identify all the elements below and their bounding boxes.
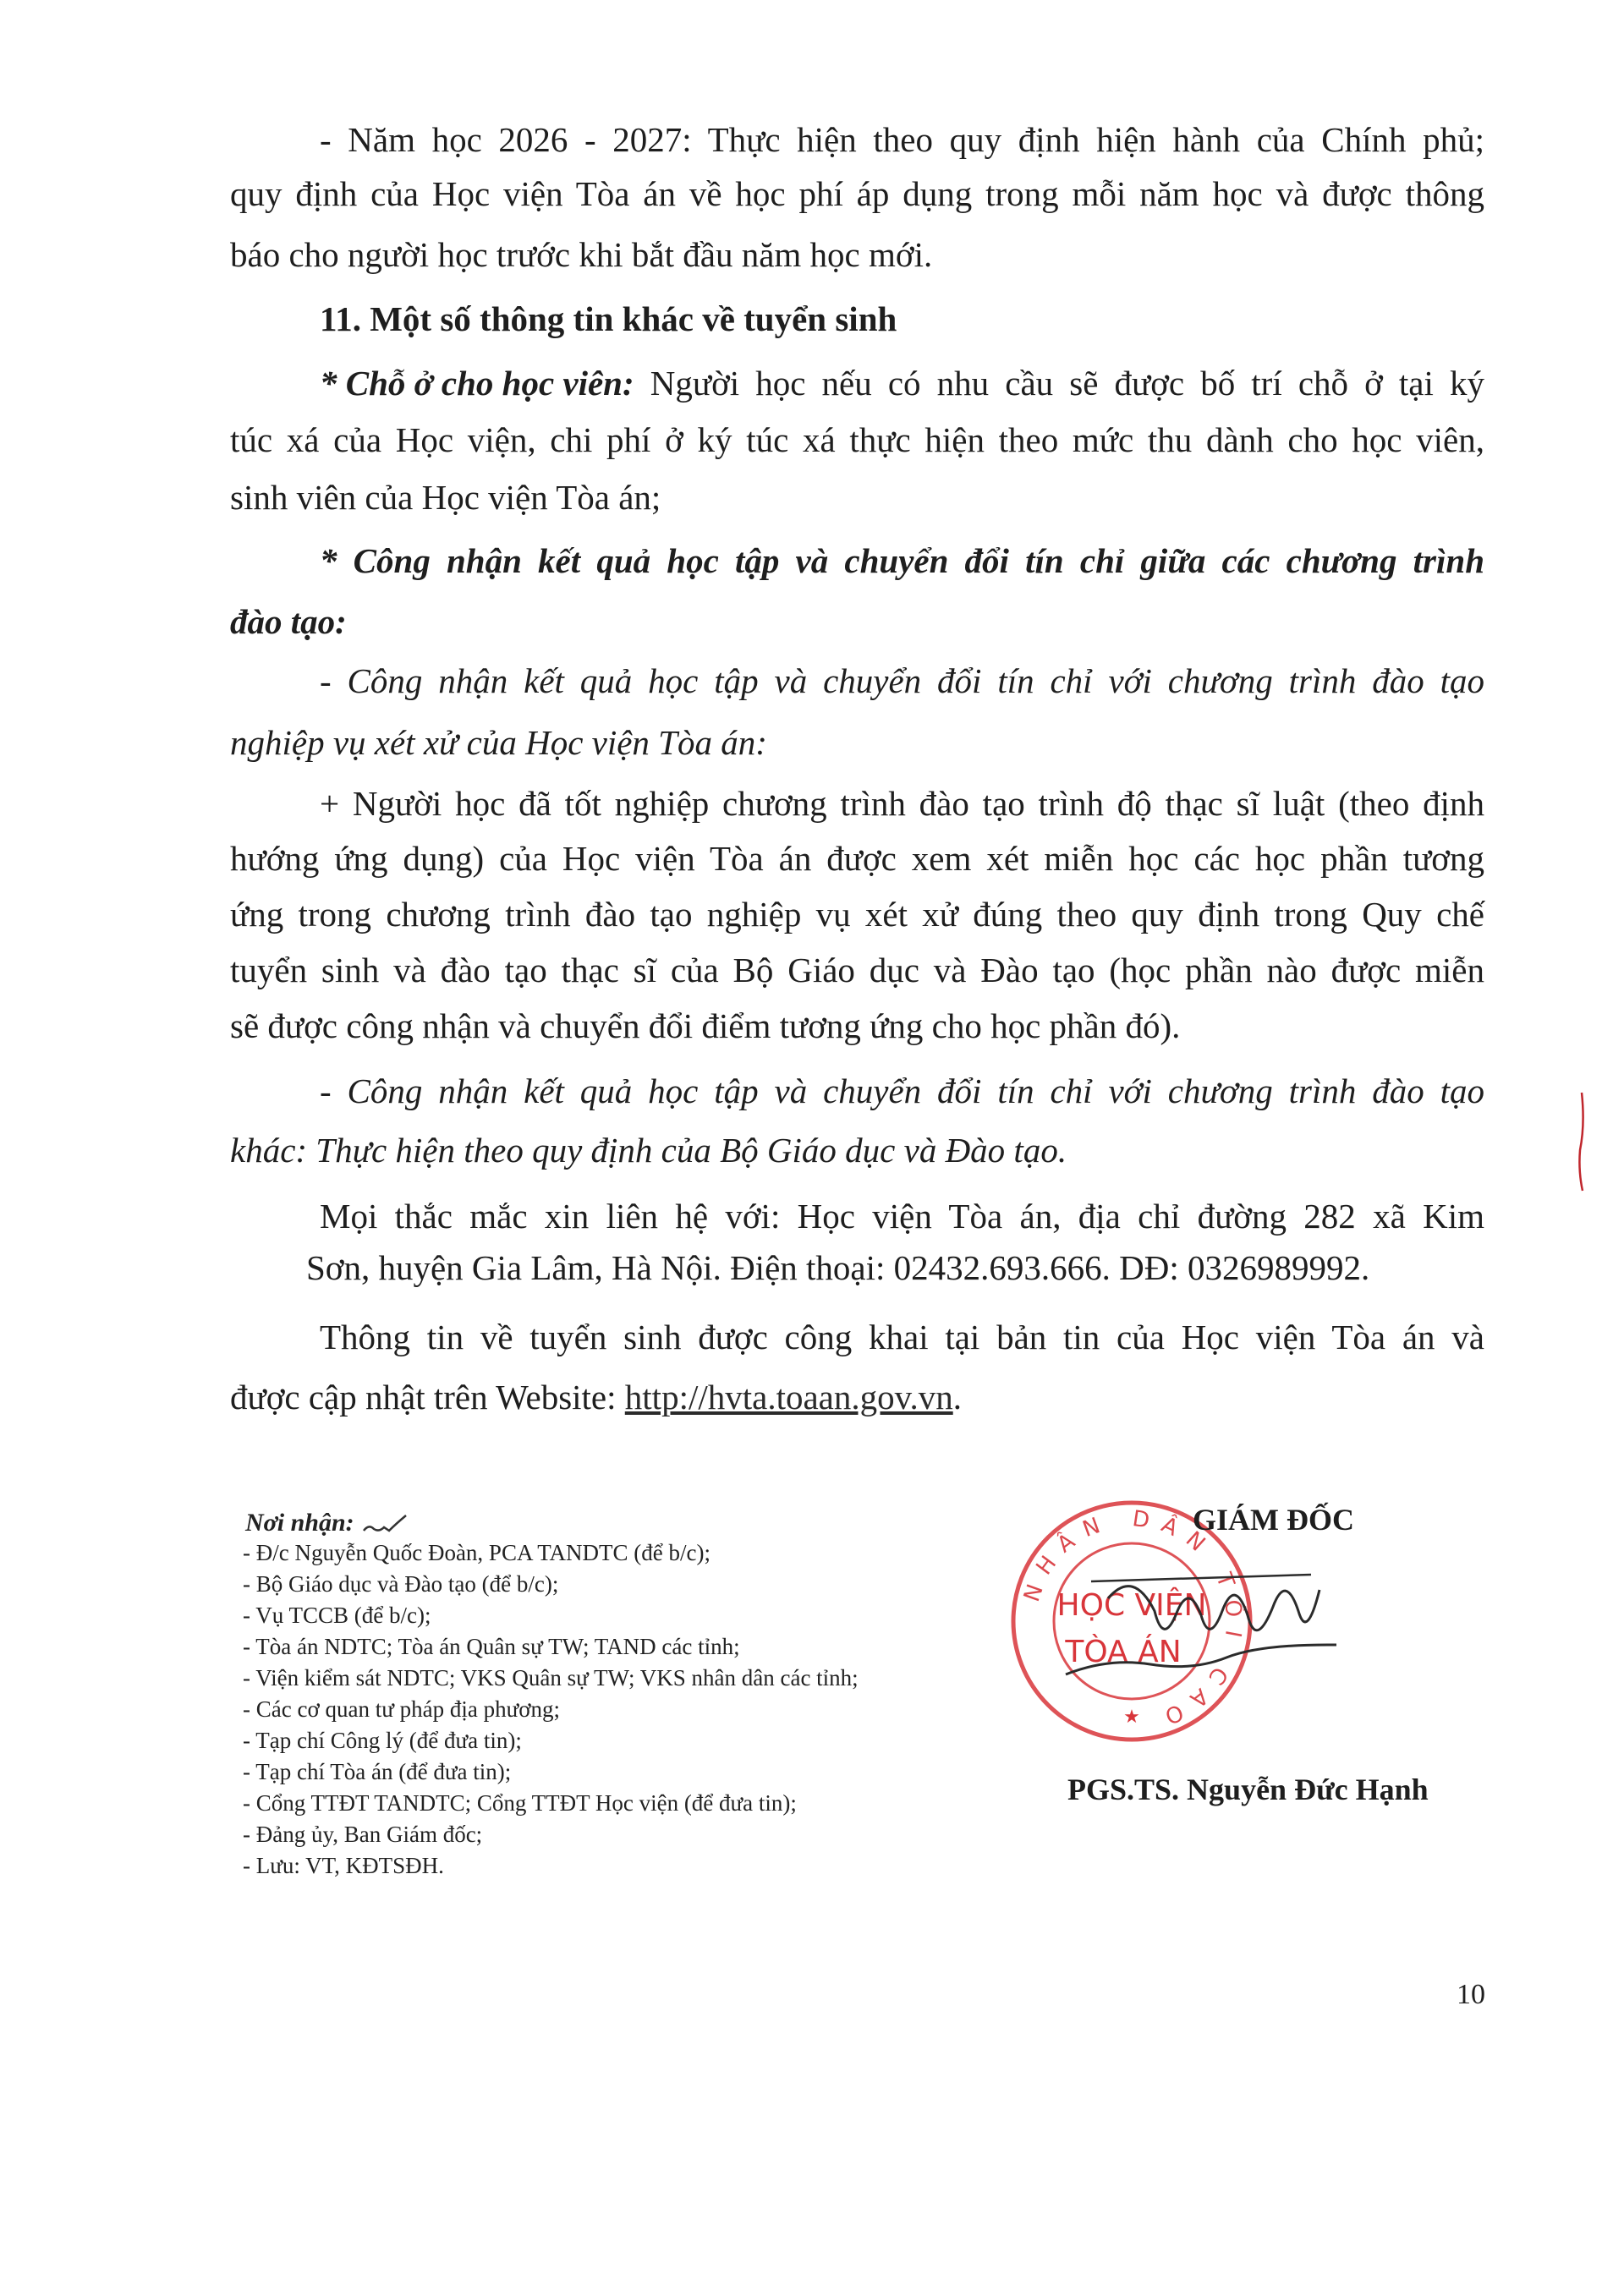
body-line: sẽ được công nhận và chuyển đổi điểm tương ứng cho học phần đó). xyxy=(230,1006,1181,1045)
info-line xyxy=(230,1380,962,1415)
contact-line: Mọi thắc mắc xin liên hệ với: Học viện Tòa án, địa chỉ đường 282 xã Kim xyxy=(320,1197,1484,1236)
recipient-item: - Tòa án NDTC; Tòa án Quân sự TW; TAND các tỉnh; xyxy=(243,1634,740,1659)
info-prefix: được cập nhật trên Website: xyxy=(230,1378,625,1417)
body-line: sinh viên của Học viện Tòa án; xyxy=(230,478,661,517)
body-line: + Người học đã tốt nghiệp chương trình đào tạo trình độ thạc sĩ luật (theo định xyxy=(320,784,1484,823)
recipient-item: - Đảng ủy, Ban Giám đốc; xyxy=(243,1822,483,1847)
seal-star-icon: ★ xyxy=(1123,1707,1140,1728)
signer-title: GIÁM ĐỐC xyxy=(1193,1503,1354,1537)
signer-name: PGS.TS. Nguyễn Đức Hạnh xyxy=(1067,1773,1429,1806)
recipient-item: - Tạp chí Tòa án (để đưa tin); xyxy=(243,1759,512,1784)
body-line: quy định của Học viện Tòa án về học phí áp dụng trong mỗi năm học và được thông xyxy=(230,174,1484,213)
body-line: hướng ứng dụng) của Học viện Tòa án được xem xét miễn học các học phần tương xyxy=(230,839,1484,878)
info-suffix: . xyxy=(952,1378,962,1417)
seal-ring-text: NHÂN DÂN TỐI CAO xyxy=(1019,1506,1247,1734)
body-line: tuyển sinh và đào tạo thạc sĩ của Bộ Giáo dục và Đào tạo (học phần nào được miễn xyxy=(230,951,1484,989)
credit-subheading: nghiệp vụ xét xử của Học viện Tòa án: xyxy=(230,723,767,762)
section-heading: 11. Một số thông tin khác về tuyển sinh xyxy=(320,299,897,338)
initial-mark-icon xyxy=(360,1512,411,1537)
website-link[interactable]: http://hvta.toaan.gov.vn xyxy=(624,1378,953,1417)
body-line: báo cho người học trước khi bắt đầu năm học mới. xyxy=(230,235,933,274)
recipient-item: - Cổng TTĐT TANDTC; Cổng TTĐT Học viện (để đưa tin); xyxy=(243,1790,797,1816)
recipient-item: - Bộ Giáo dục và Đào tạo (để b/c); xyxy=(243,1571,559,1597)
recipients-label xyxy=(245,1510,411,1537)
recipient-item: - Vụ TCCB (để b/c); xyxy=(243,1603,431,1628)
handwritten-signature xyxy=(1057,1564,1345,1717)
dorm-label: * Chỗ ở cho học viên: xyxy=(320,364,634,403)
dorm-first-line xyxy=(320,366,1484,401)
credit-subheading: khác: Thực hiện theo quy định của Bộ Giáo dục và Đào tạo. xyxy=(230,1131,1067,1170)
body-line: - Năm học 2026 - 2027: Thực hiện theo quy định hiện hành của Chính phủ; xyxy=(320,120,1484,159)
body-line: Người học nếu có nhu cầu sẽ được bố trí chỗ ở tại ký xyxy=(634,364,1484,403)
seal-line-1: HỌC VIỆN xyxy=(1056,1588,1207,1623)
recipient-item: - Đ/c Nguyễn Quốc Đoàn, PCA TANDTC (để b/c); xyxy=(243,1540,710,1565)
margin-pen-mark-icon xyxy=(1575,1091,1588,1192)
info-line: Thông tin về tuyển sinh được công khai tại bản tin của Học viện Tòa án và xyxy=(320,1318,1484,1356)
credit-heading: * Công nhận kết quả học tập và chuyển đổi tín chỉ giữa các chương trình xyxy=(320,541,1484,580)
recipient-item: - Tạp chí Công lý (để đưa tin); xyxy=(243,1728,522,1753)
seal-line-2: TÒA ÁN xyxy=(1065,1635,1182,1669)
credit-subheading: - Công nhận kết quả học tập và chuyển đổi tín chỉ với chương trình đào tạo xyxy=(320,661,1484,700)
credit-subheading: - Công nhận kết quả học tập và chuyển đổi tín chỉ với chương trình đào tạo xyxy=(320,1071,1484,1110)
recipient-item: - Các cơ quan tư pháp địa phương; xyxy=(243,1696,560,1722)
credit-heading: đào tạo: xyxy=(230,602,347,641)
recipients-label-text: Nơi nhận: xyxy=(245,1509,354,1537)
contact-line: Sơn, huyện Gia Lâm, Hà Nội. Điện thoại: 02432.693.666. DĐ: 0326989992. xyxy=(306,1248,1370,1287)
recipient-item: - Viện kiểm sát NDTC; VKS Quân sự TW; VKS nhân dân các tỉnh; xyxy=(243,1665,859,1690)
body-line: ứng trong chương trình đào tạo nghiệp vụ xét xử đúng theo quy định trong Quy chế xyxy=(230,895,1484,934)
recipient-item: - Lưu: VT, KĐTSĐH. xyxy=(243,1853,444,1878)
body-line: túc xá của Học viện, chi phí ở ký túc xá thực hiện theo mức thu dành cho học viên, xyxy=(230,420,1484,459)
page-number: 10 xyxy=(1457,1979,1485,2010)
